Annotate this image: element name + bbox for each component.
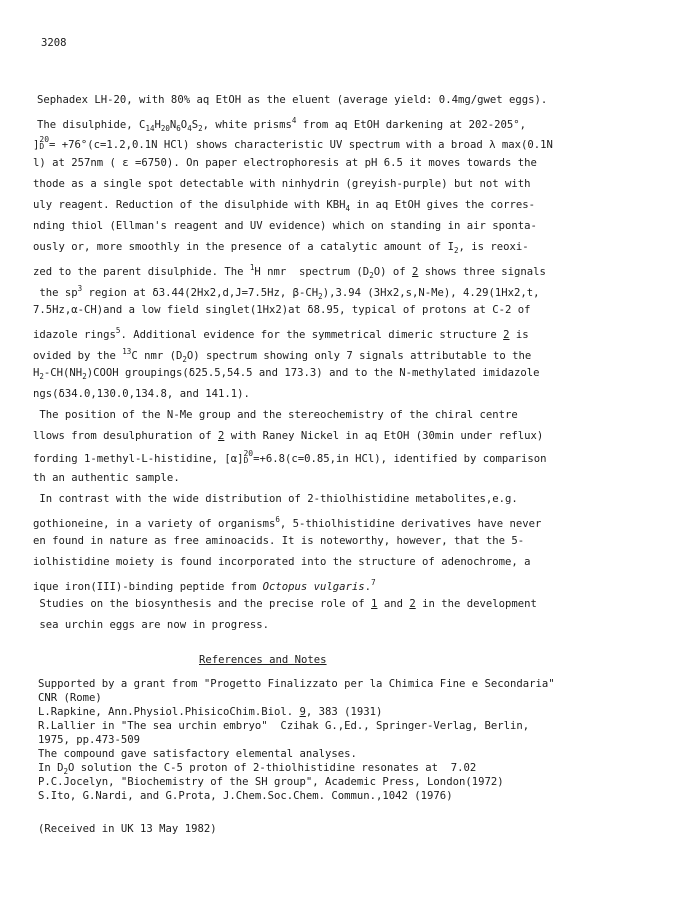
ref-line-6: The compound gave satisfactory elemental analyses.: [38, 748, 357, 760]
ref-line-1: Supported by a grant from "Progetto Finalizzato per la Chimica Fine e Secondaria": [38, 678, 555, 690]
body-line-2: The disulphide, $C_{14}H_{20}N_6O_4S_2$, white prisms$^4$ from aq EtOH darkening at 202-205°,: [37, 116, 527, 133]
species-name: Octopus vulgaris: [262, 581, 365, 593]
body-line-6: uly reagent. Reduction of the disulphide with $KBH_4$ in aq EtOH gives the corres-: [33, 199, 536, 213]
body-line-23: iolhistidine moiety is found incorporated into the structure of adenochrome, a: [33, 556, 531, 568]
body-line-10: the $sp^3$ region at δ3.44(2Hx2,d,J=7.5Hz, $\beta-CH_2),3.94$ (3Hx2,s,N-Me), 4.29(1Hx2,t,: [33, 284, 540, 301]
body-line-26: sea urchin eggs are now in progress.: [33, 619, 269, 631]
ref-line-4: R.Lallier in "The sea urchin embryo" Czihak G.,Ed., Springer-Verlag, Berlin,: [38, 720, 530, 732]
compound-ref: 2: [411, 266, 419, 278]
ref-line-7: In $D_2O$ solution the C-5 proton of 2-thiolhistidine resonates at 7.02: [38, 762, 477, 776]
ref-line-8: P.C.Jocelyn, "Biochemistry of the SH group", Academic Press, London(1972): [38, 776, 504, 788]
body-line-1: Sephadex LH-20, with 80% aq EtOH as the eluent (average yield: 0.4mg/gwet eggs).: [37, 94, 548, 106]
body-line-18: fording 1-methyl-L-histidine, [α]20 D =+6.8(c=0.85,in HCl), identified by comparison: [33, 449, 547, 465]
body-line-19: th an authentic sample.: [33, 472, 180, 484]
ref-line-5: 1975, pp.473-509: [38, 734, 141, 746]
references-heading: References and Notes: [199, 654, 327, 666]
body-line-17: llows from desulphuration of 2 with Raney Nickel in aq EtOH (30min under reflux): [33, 430, 544, 442]
body-line-22: en found in nature as free aminoacids. It is noteworthy, however, that the 5-: [33, 535, 525, 547]
body-line-16: The position of the N-Me group and the stereochemistry of the chiral centre: [33, 409, 518, 421]
body-line-21: gothioneine, in a variety of organisms$^6$, 5-thiolhistidine derivatives have never: [33, 515, 542, 530]
body-line-25: Studies on the biosynthesis and the precise role of 1 and 2 in the development: [33, 598, 537, 610]
received-date: (Received in UK 13 May 1982): [38, 823, 217, 835]
ref-line-9: S.Ito, G.Nardi, and G.Prota, J.Chem.Soc.Chem. Commun.,1042 (1976): [38, 790, 453, 802]
body-line-14: $H_2-CH(NH_2)COOH$ groupings(δ25.5,54.5 and 173.3) and to the N-methylated imidazole: [33, 367, 540, 381]
body-line-20: In contrast with the wide distribution of 2-thiolhistidine metabolites,e.g.: [33, 493, 518, 505]
page-number: 3208: [41, 37, 67, 49]
ref-line-3: L.Rapkine, Ann.Physiol.PhisicoChim.Biol. 9, 383 (1931): [38, 706, 383, 718]
body-line-4: l) at 257nm ( ε =6750). On paper electrophoresis at pH 6.5 it moves towards the: [33, 157, 537, 169]
compound-ref: 2: [217, 430, 225, 442]
body-line-15: ngs(δ34.0,130.0,134.8, and 141.1).: [33, 388, 250, 400]
ref-line-2: CNR (Rome): [38, 692, 102, 704]
body-line-7: nding thiol (Ellman's reagent and UV evidence) which on standing in air sponta-: [33, 220, 537, 232]
compound-ref: 1: [371, 598, 378, 610]
compound-ref: 2: [503, 329, 510, 341]
body-line-12: idazole rings$^5$. Additional evidence for the symmetrical dimeric structure 2 is: [33, 326, 529, 341]
body-line-11: 7.5Hz,α-CH)and a low field singlet(1Hx2)at δ8.95, typical of protons at C-2 of: [33, 304, 531, 316]
body-line-13: ovided by the $^{13}$C nmr $(D_2O)$ spectrum showing only 7 signals attributable to the: [33, 347, 532, 364]
body-line-3: ]20 D = +76°(c=1.2,0.1N HCl) shows characteristic UV spectrum with a broad λ max(0.1N: [33, 135, 553, 151]
body-line-24: ique iron(III)-binding peptide from Octopus vulgaris.$^7$: [33, 578, 376, 593]
body-line-8: ously or, more smoothly in the presence of a catalytic amount of $I_2$, is reoxi-: [33, 241, 529, 255]
body-line-5: thode as a single spot detectable with ninhydrin (greyish-purple) but not with: [33, 178, 531, 190]
body-line-9: zed to the parent disulphide. The $^1$H nmr spectrum $(D_2O)$ of 2 shows three signals: [33, 263, 546, 280]
compound-ref: 2: [409, 598, 416, 610]
